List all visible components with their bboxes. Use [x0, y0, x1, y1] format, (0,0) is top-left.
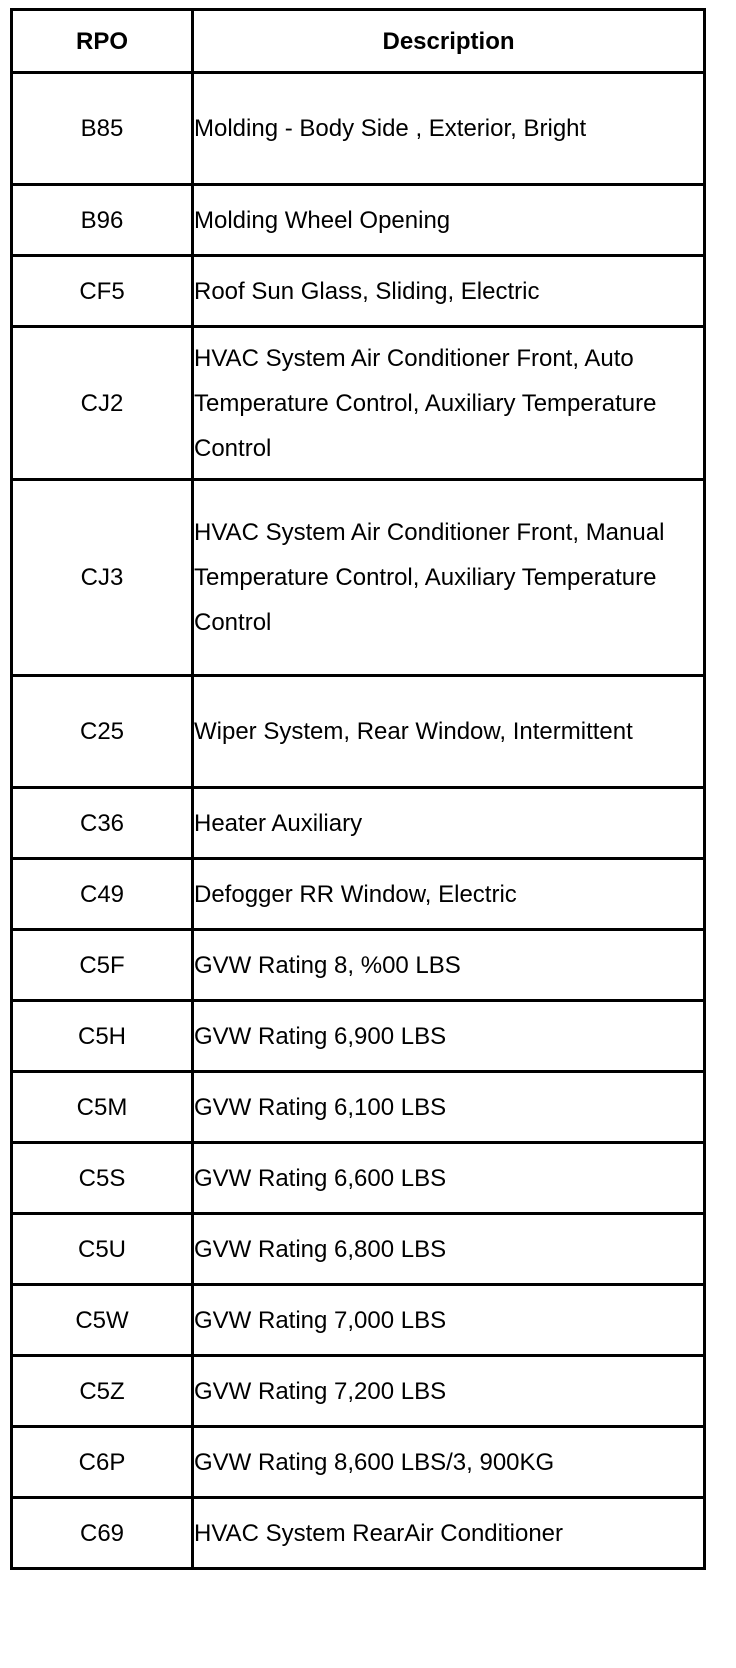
- rpo-code: C36: [12, 788, 193, 859]
- rpo-code: C5W: [12, 1285, 193, 1356]
- rpo-code: CF5: [12, 256, 193, 327]
- table-row: [12, 930, 705, 1001]
- rpo-code: C5U: [12, 1214, 193, 1285]
- rpo-table: [10, 8, 706, 1570]
- rpo-description: Roof Sun Glass, Sliding, Electric: [193, 256, 705, 327]
- rpo-code: C5F: [12, 930, 193, 1001]
- rpo-description: Defogger RR Window, Electric: [193, 859, 705, 930]
- table-row: [12, 1427, 705, 1498]
- rpo-description: GVW Rating 8,600 LBS/3, 900KG: [193, 1427, 705, 1498]
- rpo-description: Wiper System, Rear Window, Intermittent: [193, 676, 705, 788]
- table-row: [12, 676, 705, 788]
- table-row: [12, 185, 705, 256]
- table-row: [12, 73, 705, 185]
- rpo-code: B85: [12, 73, 193, 185]
- rpo-code: CJ3: [12, 480, 193, 676]
- rpo-code: C5H: [12, 1001, 193, 1072]
- rpo-description: GVW Rating 8, %00 LBS: [193, 930, 705, 1001]
- rpo-description: HVAC System Air Conditioner Front, Manual Temperature Control, Auxiliary Temperature Control: [193, 480, 705, 676]
- rpo-description: HVAC System Air Conditioner Front, Auto Temperature Control, Auxiliary Temperature Control: [193, 327, 705, 480]
- rpo-code: C5Z: [12, 1356, 193, 1427]
- table-row: [12, 1143, 705, 1214]
- table-row: [12, 1072, 705, 1143]
- rpo-description: GVW Rating 6,900 LBS: [193, 1001, 705, 1072]
- table-row: [12, 1001, 705, 1072]
- table-row: [12, 859, 705, 930]
- rpo-description: Heater Auxiliary: [193, 788, 705, 859]
- rpo-code: B96: [12, 185, 193, 256]
- rpo-code: C6P: [12, 1427, 193, 1498]
- rpo-code: C5M: [12, 1072, 193, 1143]
- rpo-description: Molding Wheel Opening: [193, 185, 705, 256]
- description-header: Description: [193, 10, 705, 73]
- table-row: [12, 1214, 705, 1285]
- table-row: [12, 327, 705, 480]
- rpo-description: GVW Rating 7,000 LBS: [193, 1285, 705, 1356]
- rpo-code: CJ2: [12, 327, 193, 480]
- table-row: [12, 1498, 705, 1569]
- rpo-code: C49: [12, 859, 193, 930]
- table-row: [12, 256, 705, 327]
- header-row: [12, 10, 705, 73]
- rpo-description: GVW Rating 6,100 LBS: [193, 1072, 705, 1143]
- table-row: [12, 480, 705, 676]
- rpo-header: RPO: [12, 10, 193, 73]
- table-row: [12, 788, 705, 859]
- rpo-description: HVAC System RearAir Conditioner: [193, 1498, 705, 1569]
- rpo-code: C69: [12, 1498, 193, 1569]
- table-row: [12, 1285, 705, 1356]
- rpo-code: C5S: [12, 1143, 193, 1214]
- rpo-code: C25: [12, 676, 193, 788]
- table-row: [12, 1356, 705, 1427]
- rpo-description: GVW Rating 7,200 LBS: [193, 1356, 705, 1427]
- rpo-description: Molding - Body Side , Exterior, Bright: [193, 73, 705, 185]
- rpo-description: GVW Rating 6,600 LBS: [193, 1143, 705, 1214]
- rpo-description: GVW Rating 6,800 LBS: [193, 1214, 705, 1285]
